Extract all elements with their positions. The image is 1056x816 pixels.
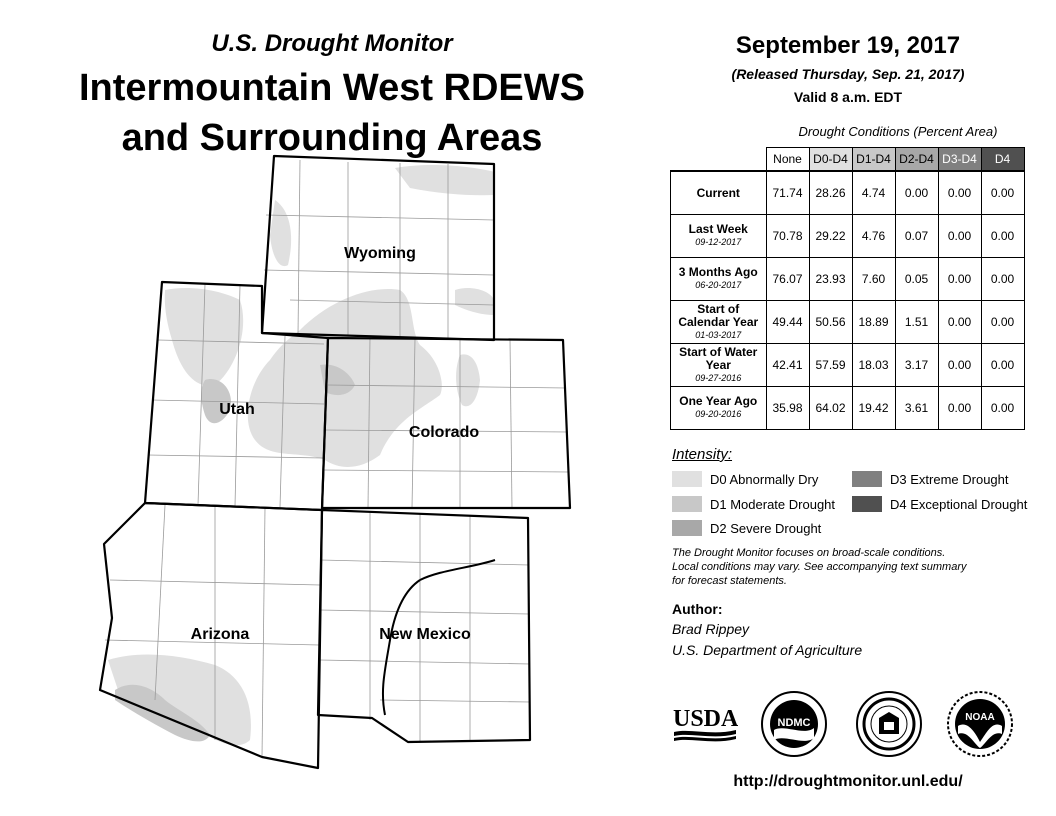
legend-label: D2 Severe Drought (710, 520, 822, 536)
row-date: 01-03-2017 (695, 329, 742, 340)
legend-label: D3 Extreme Drought (890, 471, 1009, 487)
legend-swatch (672, 520, 702, 536)
state-label-arizona: Arizona (190, 626, 250, 643)
table-cell: 0.00 (981, 301, 1024, 344)
note-line: The Drought Monitor focuses on broad-scale conditions. (672, 547, 946, 559)
table-cell: 0.00 (981, 171, 1024, 215)
table-row (671, 301, 1025, 344)
table-cell: 0.00 (938, 344, 981, 387)
row-label: 3 Months Ago (678, 265, 758, 279)
table-cell: 42.41 (766, 344, 809, 387)
state-label-colorado: Colorado (408, 424, 480, 441)
legend-swatch (852, 496, 882, 512)
table-cell: 0.00 (981, 215, 1024, 258)
author-name: Brad Rippey (672, 621, 750, 637)
legend-label: D4 Exceptional Drought (890, 496, 1028, 512)
row-label: One Year Ago (679, 394, 758, 408)
commerce-seal-logo (855, 690, 923, 758)
map-date: September 19, 2017 (735, 32, 961, 59)
table-cell: 3.61 (895, 387, 938, 430)
table-cell: 76.07 (766, 258, 809, 301)
row-label: Start of Calendar Year (678, 301, 759, 329)
table-cell: 28.26 (809, 171, 852, 215)
release-date: (Released Thursday, Sep. 21, 2017) (731, 66, 965, 82)
drought-map (0, 150, 664, 816)
table-cell: 49.44 (766, 301, 809, 344)
state-label-utah: Utah (219, 401, 255, 418)
table-cell: 0.00 (981, 344, 1024, 387)
col-header-none: None (766, 148, 809, 172)
usda-logo (672, 700, 738, 746)
author-label: Author: (672, 601, 723, 617)
table-cell: 1.51 (895, 301, 938, 344)
table-cell: 23.93 (809, 258, 852, 301)
table-cell: 35.98 (766, 387, 809, 430)
table-cell: 19.42 (852, 387, 895, 430)
author-organization: U.S. Department of Agriculture (672, 642, 863, 658)
row-date: 09-12-2017 (695, 237, 742, 247)
table-cell: 3.17 (895, 344, 938, 387)
legend-label: D1 Moderate Drought (710, 496, 836, 512)
row-date: 09-20-2016 (695, 409, 742, 419)
disclaimer-note (672, 546, 1032, 588)
row-date: 06-20-2017 (695, 280, 742, 290)
table-cell: 0.05 (895, 258, 938, 301)
legend-item-d0 (672, 471, 818, 487)
table-cell: 57.59 (809, 344, 852, 387)
noaa-logo-text: NOAA (965, 712, 995, 723)
table-cell: 7.60 (852, 258, 895, 301)
table-cell: 50.56 (809, 301, 852, 344)
table-row (671, 344, 1025, 387)
noaa-logo (946, 690, 1014, 758)
row-label: Start of Water Year (679, 344, 758, 372)
legend-item-d2 (672, 520, 821, 536)
legend-item-d1 (672, 496, 835, 512)
map-title-line1: Intermountain West RDEWS (79, 67, 585, 109)
table-row (671, 171, 1025, 215)
col-header-d1-d4: D1-D4 (852, 148, 895, 172)
ndmc-logo (760, 690, 828, 758)
table-cell: 0.00 (981, 387, 1024, 430)
note-line: for forecast statements. (672, 575, 787, 587)
table-cell: 18.89 (852, 301, 895, 344)
legend-label: D0 Abnormally Dry (710, 471, 819, 487)
col-header-d3-d4: D3-D4 (938, 148, 981, 172)
legend-item-d4 (852, 496, 1027, 512)
table-cell: 18.03 (852, 344, 895, 387)
valid-time: Valid 8 a.m. EDT (793, 89, 903, 105)
note-line: Local conditions may vary. See accompanying text summary (672, 561, 967, 573)
table-cell: 64.02 (809, 387, 852, 430)
state-label-wyoming: Wyoming (344, 245, 416, 262)
row-label: Current (696, 185, 740, 200)
state-label-new-mexico: New Mexico (379, 626, 471, 643)
map-subtitle: U.S. Drought Monitor (211, 30, 453, 57)
drought-monitor-url[interactable]: http://droughtmonitor.unl.edu/ (733, 773, 963, 790)
table-row (671, 258, 1025, 301)
table-cell: 0.00 (938, 215, 981, 258)
legend-swatch (672, 496, 702, 512)
row-date: 09-27-2016 (695, 372, 742, 383)
table-cell: 0.00 (981, 258, 1024, 301)
table-cell: 0.00 (938, 171, 981, 215)
col-header-d0-d4: D0-D4 (809, 148, 852, 172)
legend-swatch (672, 471, 702, 487)
table-cell: 0.00 (895, 171, 938, 215)
col-header-d4: D4 (981, 148, 1024, 172)
legend-title: Intensity: (672, 446, 733, 463)
table-cell: 0.00 (938, 387, 981, 430)
legend-item-d3 (852, 471, 1009, 487)
table-row (671, 215, 1025, 258)
col-header-d2-d4: D2-D4 (895, 148, 938, 172)
table-cell: 71.74 (766, 171, 809, 215)
usda-logo-text: USDA (673, 706, 738, 732)
row-label: Last Week (688, 222, 748, 236)
drought-conditions-table (670, 147, 1025, 430)
legend-swatch (852, 471, 882, 487)
table-cell: 4.76 (852, 215, 895, 258)
table-row (671, 387, 1025, 430)
table-cell: 70.78 (766, 215, 809, 258)
table-cell: 0.00 (938, 301, 981, 344)
table-cell: 0.00 (938, 258, 981, 301)
table-cell: 4.74 (852, 171, 895, 215)
table-caption: Drought Conditions (Percent Area) (798, 124, 998, 139)
ndmc-logo-text: NDMC (777, 717, 811, 729)
map-title-line2: and Surrounding Areas (121, 117, 543, 159)
table-cell: 29.22 (809, 215, 852, 258)
table-cell: 0.07 (895, 215, 938, 258)
